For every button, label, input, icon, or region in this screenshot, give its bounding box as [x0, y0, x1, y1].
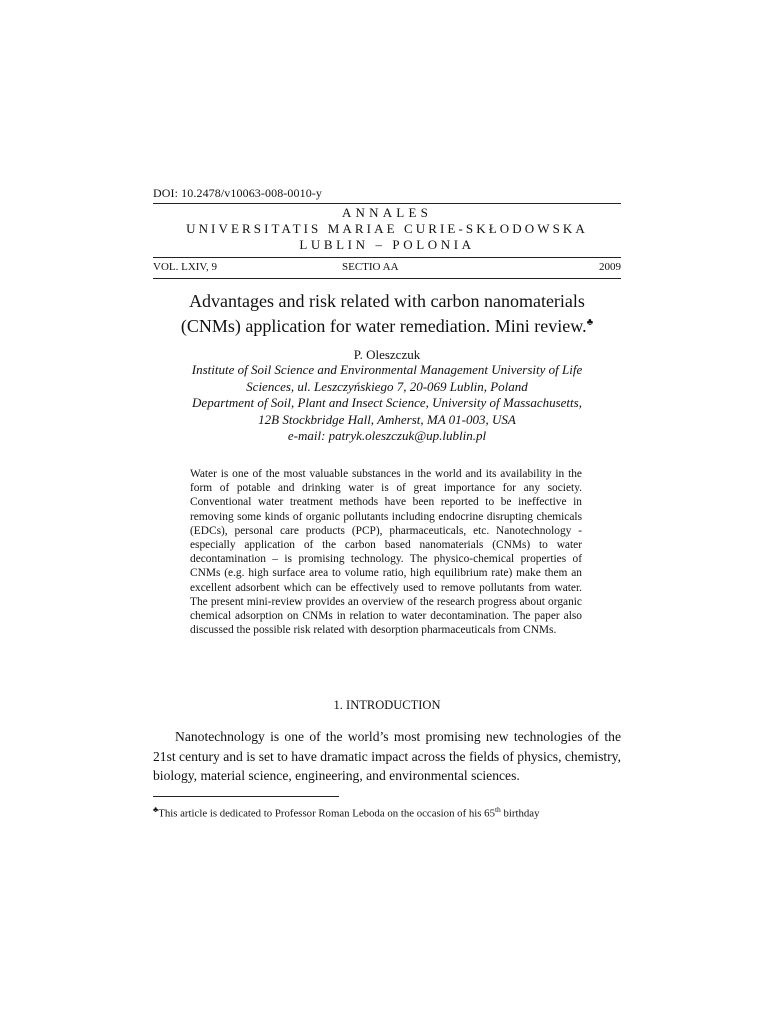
- article-title: [153, 290, 621, 337]
- affiliation-line: Institute of Soil Science and Environmental Management University of Life: [191, 362, 583, 377]
- footnote-rule: [153, 796, 339, 797]
- affiliation-line: Department of Soil, Plant and Insect Science, University of Massachusetts,: [192, 395, 582, 410]
- journal-section: SECTIO AA: [342, 261, 399, 273]
- author-email: e-mail: patryk.oleszczuk@up.lublin.pl: [287, 428, 487, 443]
- middle-rule: [153, 257, 621, 258]
- footnote-text: This article is dedicated to Professor Roman Leboda on the occasion of his: [158, 807, 485, 820]
- section-heading: 1. INTRODUCTION: [333, 698, 441, 712]
- publication-year: 2009: [599, 261, 621, 273]
- title-line-2: [153, 312, 621, 337]
- title-line-2-text: (CNMs) application for water remediation. Mini review.: [180, 316, 587, 336]
- journal-name-line2: UNIVERSITATIS MARIAE CURIE-SKŁODOWSKA: [186, 221, 588, 236]
- volume-number: VOL. LXIV, 9: [153, 261, 217, 273]
- footnote-text-end: birthday: [500, 807, 540, 820]
- affiliation-line: 12B Stockbridge Hall, Amherst, MA 01-003, USA: [258, 411, 516, 427]
- doi-label: DOI: [153, 186, 175, 200]
- journal-name-line1: ANNALES: [341, 205, 433, 220]
- author-affiliations: [163, 362, 611, 445]
- journal-location: LUBLIN – POLONIA: [299, 237, 475, 252]
- top-rule: [153, 203, 621, 204]
- author-name: P. Oleszczuk: [353, 347, 421, 362]
- abstract: Water is one of the most valuable substances in the world and its availability in the form of potable and drinking water is of great importance for any society. Conventional water treatment methods have been reported to be ineffective in removing some kinds of organic pollutants including endocrine disrupting chemicals (EDCs), personal care products (PCP), pharmaceuticals, etc. Nanotechnology - especially application of the carbon based nanomaterials (CNMs) to water decontamination – is promising technology. The physico-chemical properties of CNMs (e.g. high surface area to volume ratio, high equilibrium rate) make them an excellent adsorbent which can be effectively used to remove pollutants from water. The present mini-review provides an overview of the research progress about organic chemical adsorption on CNMs in relation to water decontamination. The paper also discussed the possible risk related with desorption pharmaceuticals from CNMs.: [190, 468, 582, 637]
- doi-line: [153, 186, 322, 201]
- volume-row: [153, 261, 621, 277]
- affiliation-line: Sciences, ul. Leszczyńskiego 7, 20-069 Lublin, Poland: [246, 378, 528, 394]
- intro-paragraph: Nanotechnology is one of the world’s most promising new technologies of the 21st century and is set to have dramatic impact across the fields of physics, chemistry, biology, material science, engineering, and environmental sciences.: [153, 729, 621, 783]
- footnote-ordinal-suffix: th: [494, 805, 501, 814]
- title-line-1: Advantages and risk related with carbon nanomaterials: [189, 291, 585, 311]
- footnote-mark: ♣: [153, 805, 159, 814]
- doi-value: : 10.2478/v10063-008-0010-y: [174, 186, 322, 200]
- title-footnote-mark: ♣: [586, 317, 594, 328]
- bottom-rule: [153, 278, 621, 279]
- footnote-ordinal-number: 65: [484, 807, 495, 820]
- footnote: [153, 803, 621, 821]
